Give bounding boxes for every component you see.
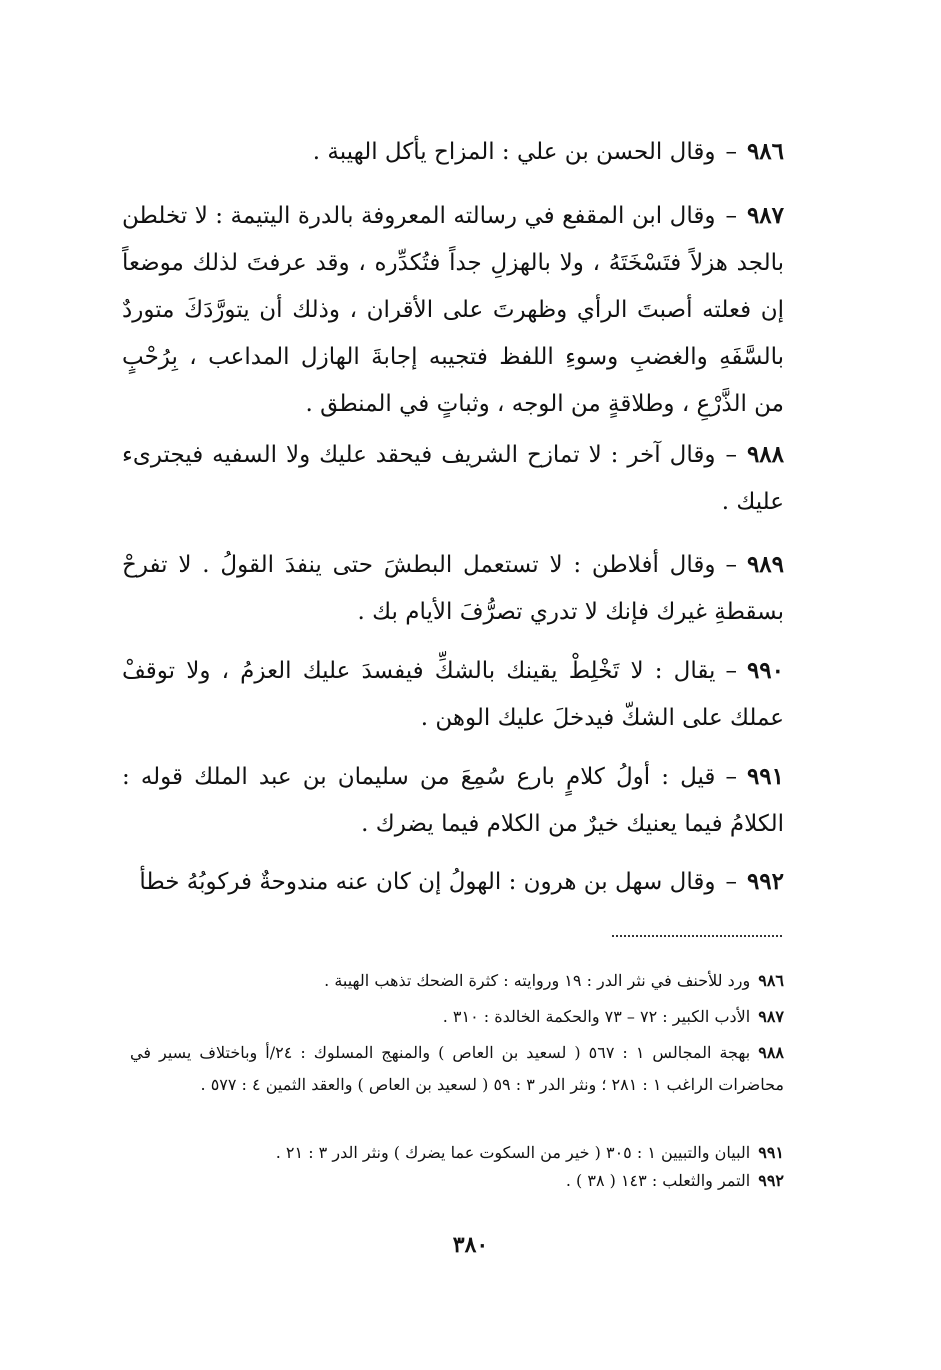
paragraph-number: ٩٩١ bbox=[746, 763, 784, 790]
dash: – bbox=[725, 869, 737, 895]
footnote-number: ٩٩٢ bbox=[758, 1171, 784, 1190]
dash: – bbox=[725, 139, 737, 165]
paragraph-number: ٩٩٢ bbox=[746, 868, 784, 895]
paragraph-number: ٩٨٩ bbox=[746, 551, 784, 578]
footnote-988 bbox=[130, 1037, 784, 1101]
paragraph-number: ٩٨٨ bbox=[746, 441, 784, 468]
paragraph-number: ٩٩٠ bbox=[746, 657, 784, 684]
paragraph-991 bbox=[122, 753, 784, 848]
footnote-text: البيان والتبيين ١ : ٣٠٥ ( خير من السكوت عما يضرك ) ونثر الدر ٣ : ٢١ . bbox=[275, 1143, 751, 1162]
paragraph-988 bbox=[122, 431, 784, 526]
dash: – bbox=[725, 442, 737, 468]
paragraph-text: وقال الحسن بن علي : المزاح يأكل الهيبة . bbox=[312, 139, 716, 165]
paragraph-990 bbox=[122, 647, 784, 742]
footnote-986 bbox=[130, 965, 784, 997]
paragraph-992 bbox=[122, 858, 784, 906]
paragraph-text: يقال : لا تَخْلِطْ يقينك بالشكِّ فيفسدَ عليك العزمُ ، ولا توقفْ عملك على الشكّ فيدخلَ عليك الوهن . bbox=[122, 658, 784, 731]
footnote-987 bbox=[130, 1001, 784, 1033]
page-number: ٣٨٠ bbox=[452, 1232, 489, 1258]
dash: – bbox=[725, 552, 737, 578]
footnote-text: التمر والثعلب : ١٤٣ ( ٣٨ ) . bbox=[565, 1171, 751, 1190]
paragraph-text: قيل : أولُ كلامٍ بارع سُمِعَ من سليمان بن عبد الملك قوله : الكلامُ فيما يعنيك خيرٌ من الكلام فيما يضرك . bbox=[122, 764, 784, 837]
footnote-text: بهجة المجالس ١ : ٥٦٧ ( لسعيد بن العاص ) والمنهج المسلوك : ٢٤/أ وباختلاف يسير في محاضرات الراغب ١ : ٢٨١ ؛ ونثر الدر ٣ : ٥٩ ( لسعيد بن العاص ) والعقد الثمين ٤ : ٥٧٧ . bbox=[130, 1043, 784, 1094]
paragraph-986 bbox=[122, 128, 784, 176]
footnote-number: ٩٨٧ bbox=[758, 1007, 784, 1026]
dash: – bbox=[725, 203, 737, 229]
footnote-number: ٩٩١ bbox=[758, 1143, 784, 1162]
footnote-number: ٩٨٦ bbox=[758, 971, 784, 990]
paragraph-989 bbox=[122, 541, 784, 636]
paragraph-text: وقال آخر : لا تمازح الشريف فيحقد عليك ولا السفيه فيجترىء عليك . bbox=[122, 442, 784, 515]
footnote-text: الأدب الكبير : ٧٢ – ٧٣ والحكمة الخالدة : ٣١٠ . bbox=[442, 1007, 751, 1026]
paragraph-text: وقال سهل بن هرون : الهولُ إن كان عنه مندوحةٌ فركوبُهُ خطأ bbox=[139, 869, 716, 895]
dash: – bbox=[725, 764, 737, 790]
footnote-992 bbox=[130, 1165, 784, 1197]
dash: – bbox=[725, 658, 737, 684]
footnote-text: ورد للأحنف في نثر الدر : ١٩ وروايته : كثرة الضحك تذهب الهيبة . bbox=[324, 971, 751, 990]
paragraph-number: ٩٨٦ bbox=[746, 138, 784, 165]
footnote-divider bbox=[612, 935, 782, 937]
paragraph-987 bbox=[122, 192, 784, 428]
paragraph-text: وقال ابن المقفع في رسالته المعروفة بالدرة اليتيمة : لا تخلطن بالجد هزلاً فتَسْخَتَهُ ، ولا بالهزلِ جداً فتُكدِّره ، وقد عرفتَ لذلك موضعاً إن فعلته أصبتَ الرأي وظهرتَ على الأقران ، وذلك أن يتورَّدَكَ متوردٌ بالسَّفَهِ والغضبِ وسوءِ اللفظ فتجيبه إجابةَ الهازل المداعب ، بِرُحْبٍ من الذَّرْعِ ، وطلاقةٍ من الوجه ، وثباتٍ في المنطق . bbox=[122, 203, 784, 417]
paragraph-number: ٩٨٧ bbox=[746, 202, 784, 229]
paragraph-text: وقال أفلاطن : لا تستعمل البطشَ حتى ينفدَ القولُ . لا تفرحْ بسقطةِ غيرك فإنك لا تدري تصرُّفَ الأيام بك . bbox=[122, 552, 784, 625]
footnote-number: ٩٨٨ bbox=[758, 1043, 784, 1062]
